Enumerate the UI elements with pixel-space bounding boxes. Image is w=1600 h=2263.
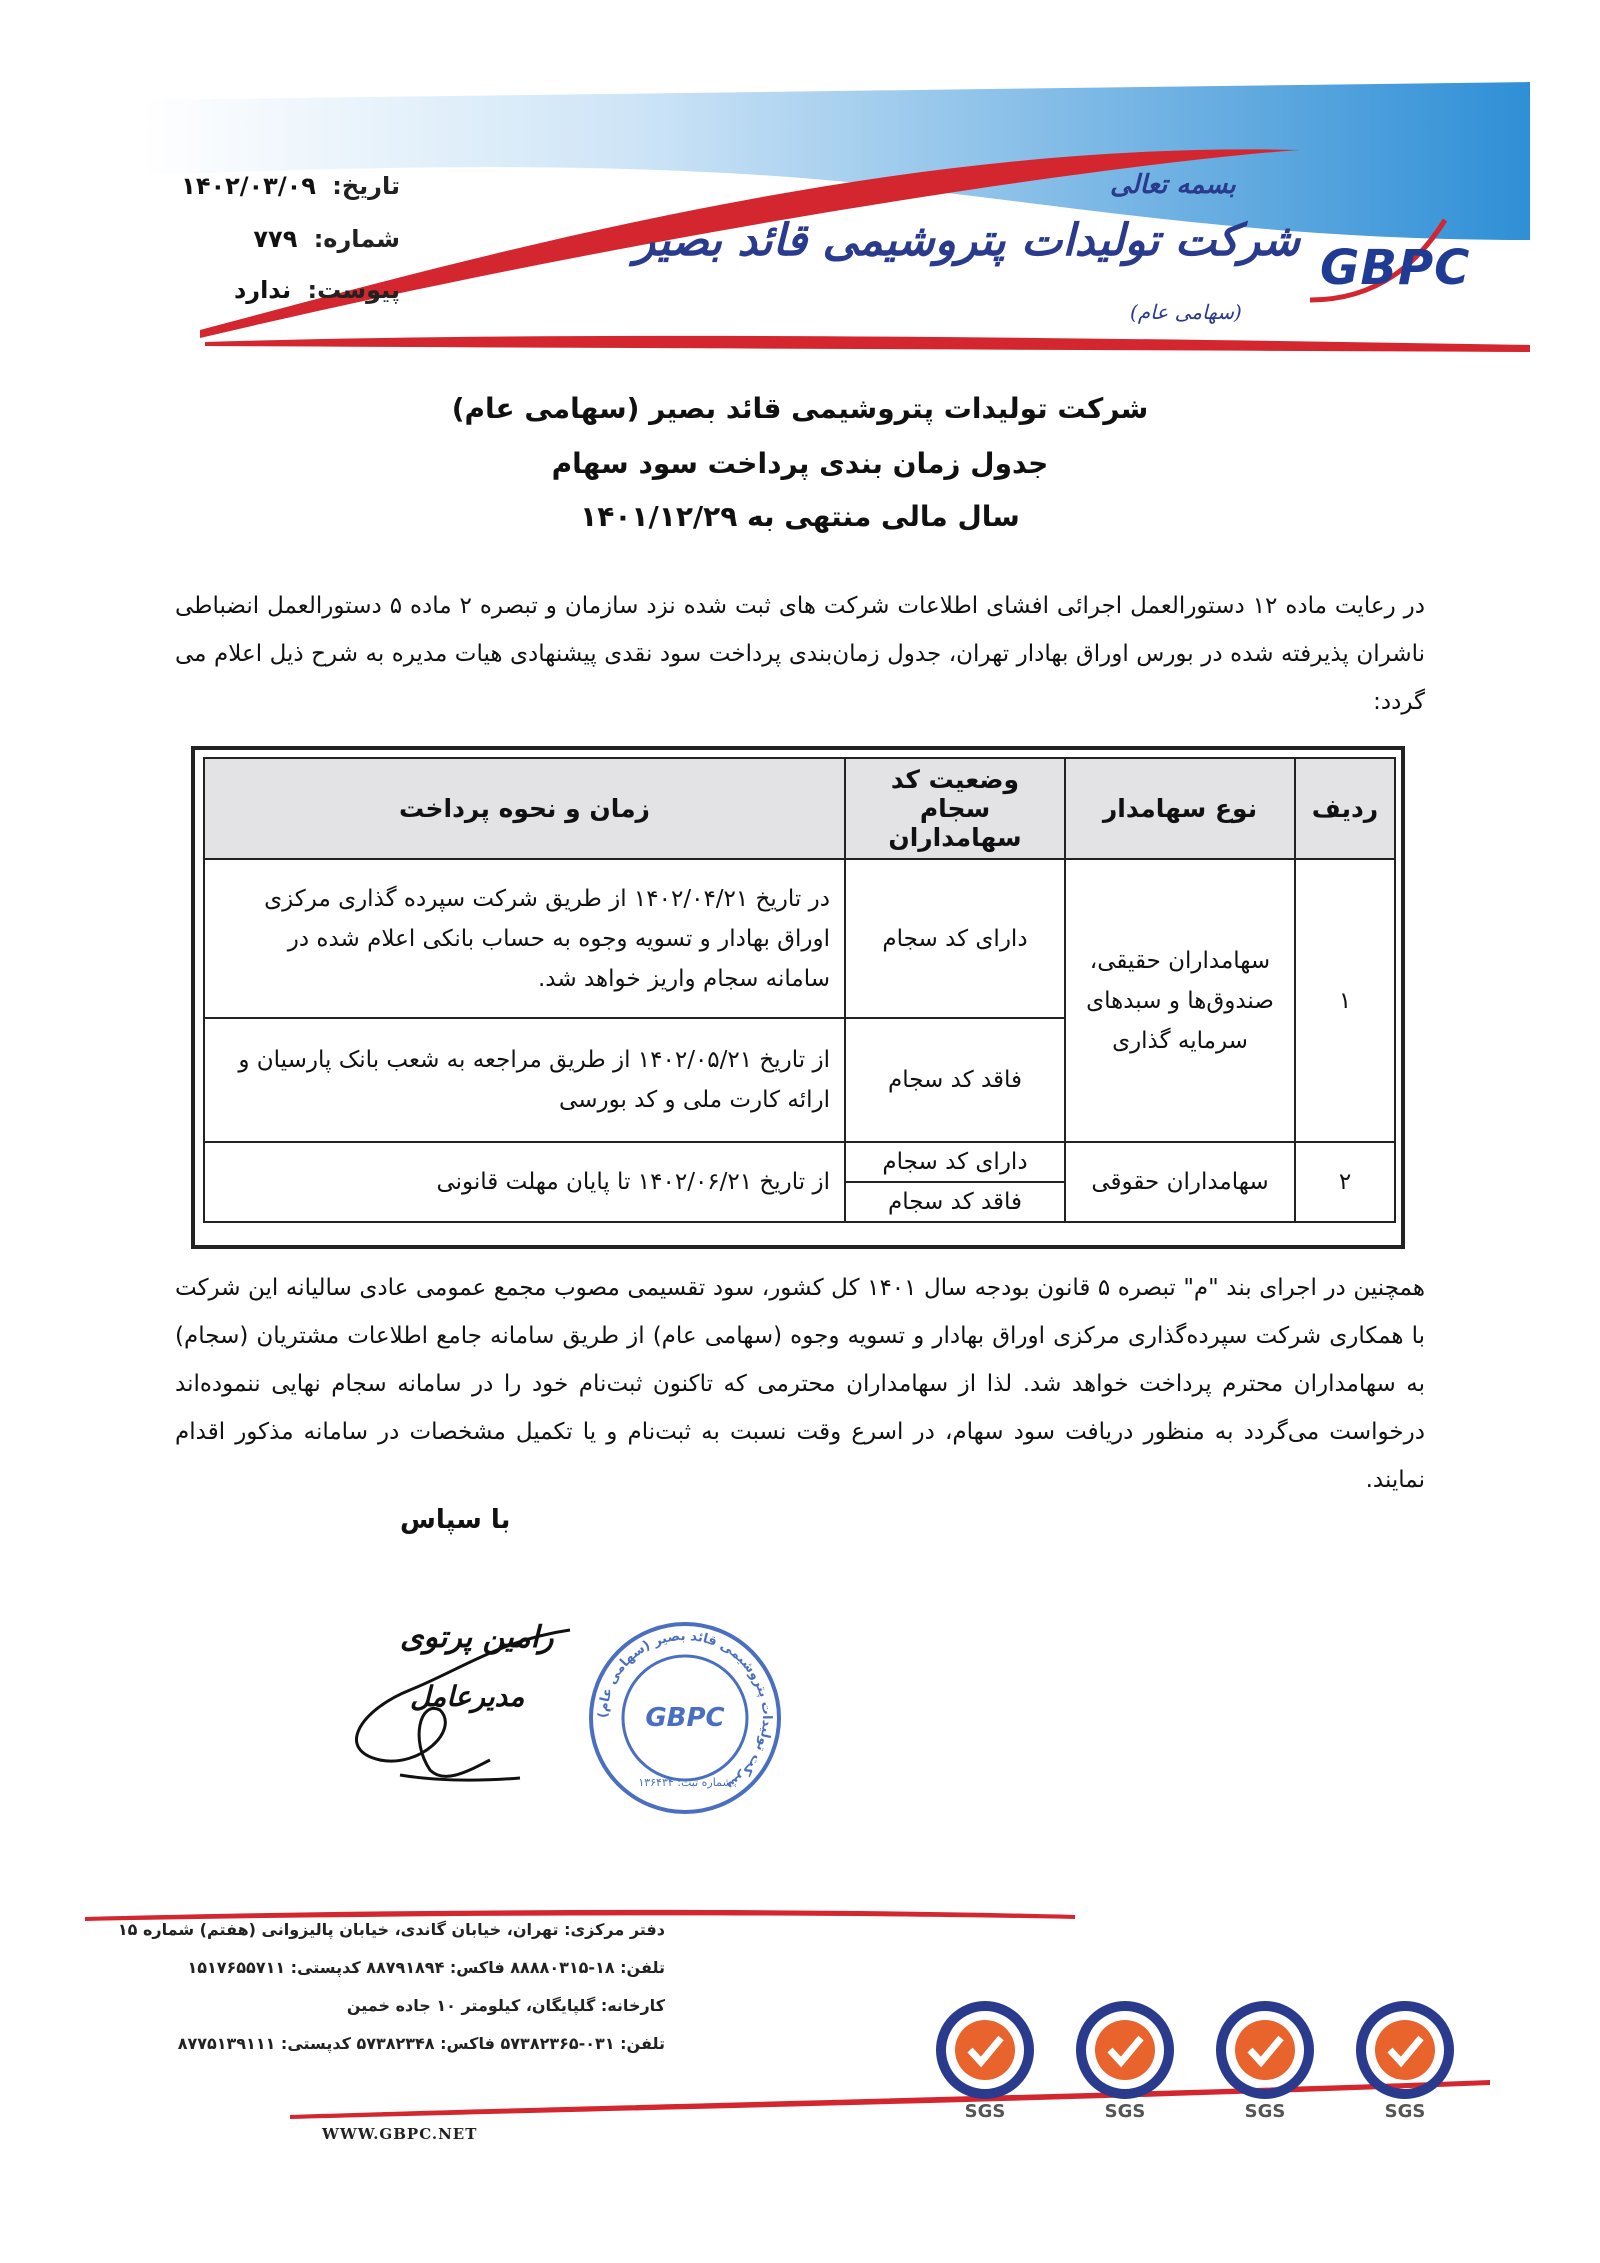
attachment-value: ندارد (233, 276, 292, 304)
signatory-name: رامین پرتوی (400, 1620, 554, 1655)
row1-no: ۱ (1295, 859, 1395, 1142)
row2-no: ۲ (1295, 1142, 1395, 1222)
letter-attachment (234, 276, 400, 304)
row2-holder-type: سهامداران حقوقی (1065, 1142, 1295, 1222)
date-value: ۱۴۰۲/۰۳/۰۹ (181, 172, 316, 200)
col-row-no: ردیف (1295, 758, 1395, 859)
row2-status-a: دارای کد سجام (845, 1142, 1065, 1182)
row1-holder-type: سهامداران حقیقی، صندوق‌ها و سبدهای سرمایه گذاری (1065, 859, 1295, 1142)
letter-number (253, 225, 400, 253)
row1-payment-a: در تاریخ ۱۴۰۲/۰۴/۲۱ از طریق شرکت سپرده گذاری مرکزی اوراق بهادار و تسویه وجوه به حساب بانکی اعلام شده در سامانه سجام واریز خواهد شد. (204, 859, 845, 1018)
footer-office-phone: تلفن: ۱۸-۸۸۸۸۰۳۱۵ فاکس: ۸۸۷۹۱۸۹۴ کدپستی: ۱۵۱۷۶۵۵۷۱۱ (187, 1958, 665, 1977)
stamp-ring-text: شرکت تولیدات پتروشیمی قائد بصیر (سهامی عام) (595, 1628, 775, 1794)
fiscal-year-line: سال مالی منتهی به ۱۴۰۱/۱۲/۲۹ (580, 500, 1020, 533)
handwritten-signature (340, 1610, 600, 1790)
table-row (204, 859, 1395, 1018)
sgs-label-2: SGS (1104, 2101, 1146, 2122)
sgs-label-1: SGS (964, 2101, 1006, 2122)
sgs-cert-badge-3 (1205, 2000, 1325, 2120)
body-paragraph: همچنین در اجرای بند "م" تبصره ۵ قانون بودجه سال ۱۴۰۱ کل کشور، سود تقسیمی مصوب مجمع عمومی عادی سالیانه این شرکت با همکاری شرکت سپرده‌گذاری مرکزی اوراق بهادار و تسویه وجوه (سهامی عام) از طریق سامانه جامع اطلاعات مشتریان (سجام) به سهامداران محترم پرداخت خواهد شد. لذا از سهامداران محترمی که تاکنون ثبت‌نام خود را در سامانه سجام نهایی ننموده‌اند درخواست می‌گردد به منظور دریافت سود سهام، در اسرع وقت نسبت به ثبت‌نام و یا تکمیل مشخصات در سامانه مذکور اقدام نمایند. (175, 1275, 1425, 1493)
letter-date (181, 172, 400, 200)
table-header-row (204, 758, 1395, 859)
sgs-cert-badge-2 (1065, 2000, 1185, 2120)
document-subtitle: جدول زمان بندی پرداخت سود سهام (551, 447, 1049, 480)
bismillah: بسمه تعالی (1110, 170, 1236, 200)
sgs-cert-badge-1 (925, 2000, 1045, 2120)
row2-payment: از تاریخ ۱۴۰۲/۰۶/۲۱ تا پایان مهلت قانونی (204, 1142, 845, 1222)
stamp-reg-no: شماره ثبت: ۱۳۶۴۳۴ (638, 1776, 732, 1789)
dividend-schedule-table (203, 757, 1396, 1223)
row1-status-a: دارای کد سجام (845, 859, 1065, 1018)
col-payment: زمان و نحوه پرداخت (204, 758, 845, 859)
date-label: تاریخ: (332, 172, 400, 200)
attachment-label: پیوست: (307, 276, 400, 304)
col-holder-type: نوع سهامدار (1065, 758, 1295, 859)
intro-paragraph: در رعایت ماده ۱۲ دستورالعمل اجرائی افشای اطلاعات شرکت های ثبت شده نزد سازمان و تبصره ۲ ماده ۵ دستورالعمل انضباطی ناشران پذیرفته شده در بورس اوراق بهادار تهران، جدول زمان‌بندی پرداخت سود نقدی پیشنهادی هیات مدیره به شرح ذیل اعلام می گردد: (175, 593, 1426, 715)
company-logotype: شرکت تولیدات پتروشیمی قائد بصیر (633, 215, 1300, 266)
banner-red-swoosh-bottom (205, 336, 1530, 352)
footer-factory-address: کارخانه: گلپایگان، کیلومتر ۱۰ جاده خمین (346, 1996, 665, 2015)
number-value: ۷۷۹ (253, 225, 298, 253)
row2-status-b: فاقد کد سجام (845, 1182, 1065, 1222)
col-sejam-status: وضعیت کد سجام سهامداران (845, 758, 1065, 859)
sgs-label-3: SGS (1244, 2101, 1286, 2122)
company-type: (سهامی عام) (1130, 300, 1242, 324)
row1-status-b: فاقد کد سجام (845, 1018, 1065, 1142)
number-label: شماره: (313, 225, 400, 253)
stamp-logo: GBPC (645, 1703, 725, 1733)
footer-office-address: دفتر مرکزی: تهران، خیابان گاندی، خیابان پالیزوانی (هفتم) شماره ۱۵ (117, 1920, 665, 1939)
document-title: شرکت تولیدات پتروشیمی قائد بصیر (سهامی عام) (451, 392, 1149, 425)
gbpc-logo: GBPC (1320, 240, 1471, 296)
sgs-label-4: SGS (1384, 2101, 1426, 2122)
row1-payment-b: از تاریخ ۱۴۰۲/۰۵/۲۱ از طریق مراجعه به شعب بانک پارسیان و ارائه کارت ملی و کد بورسی (204, 1018, 845, 1142)
website-link[interactable]: WWW.GBPC.NET (322, 2125, 478, 2143)
sgs-cert-badge-4 (1345, 2000, 1465, 2120)
signatory-title: مدیرعامل (410, 1680, 525, 1713)
table-row (204, 1142, 1395, 1182)
company-stamp (585, 1618, 785, 1818)
closing-text: با سپاس (400, 1505, 511, 1535)
footer-factory-phone: تلفن: ۰۳۱-۵۷۳۸۲۳۶۵ فاکس: ۵۷۳۸۲۳۴۸ کدپستی: ۸۷۷۵۱۳۹۱۱۱ (177, 2034, 665, 2053)
